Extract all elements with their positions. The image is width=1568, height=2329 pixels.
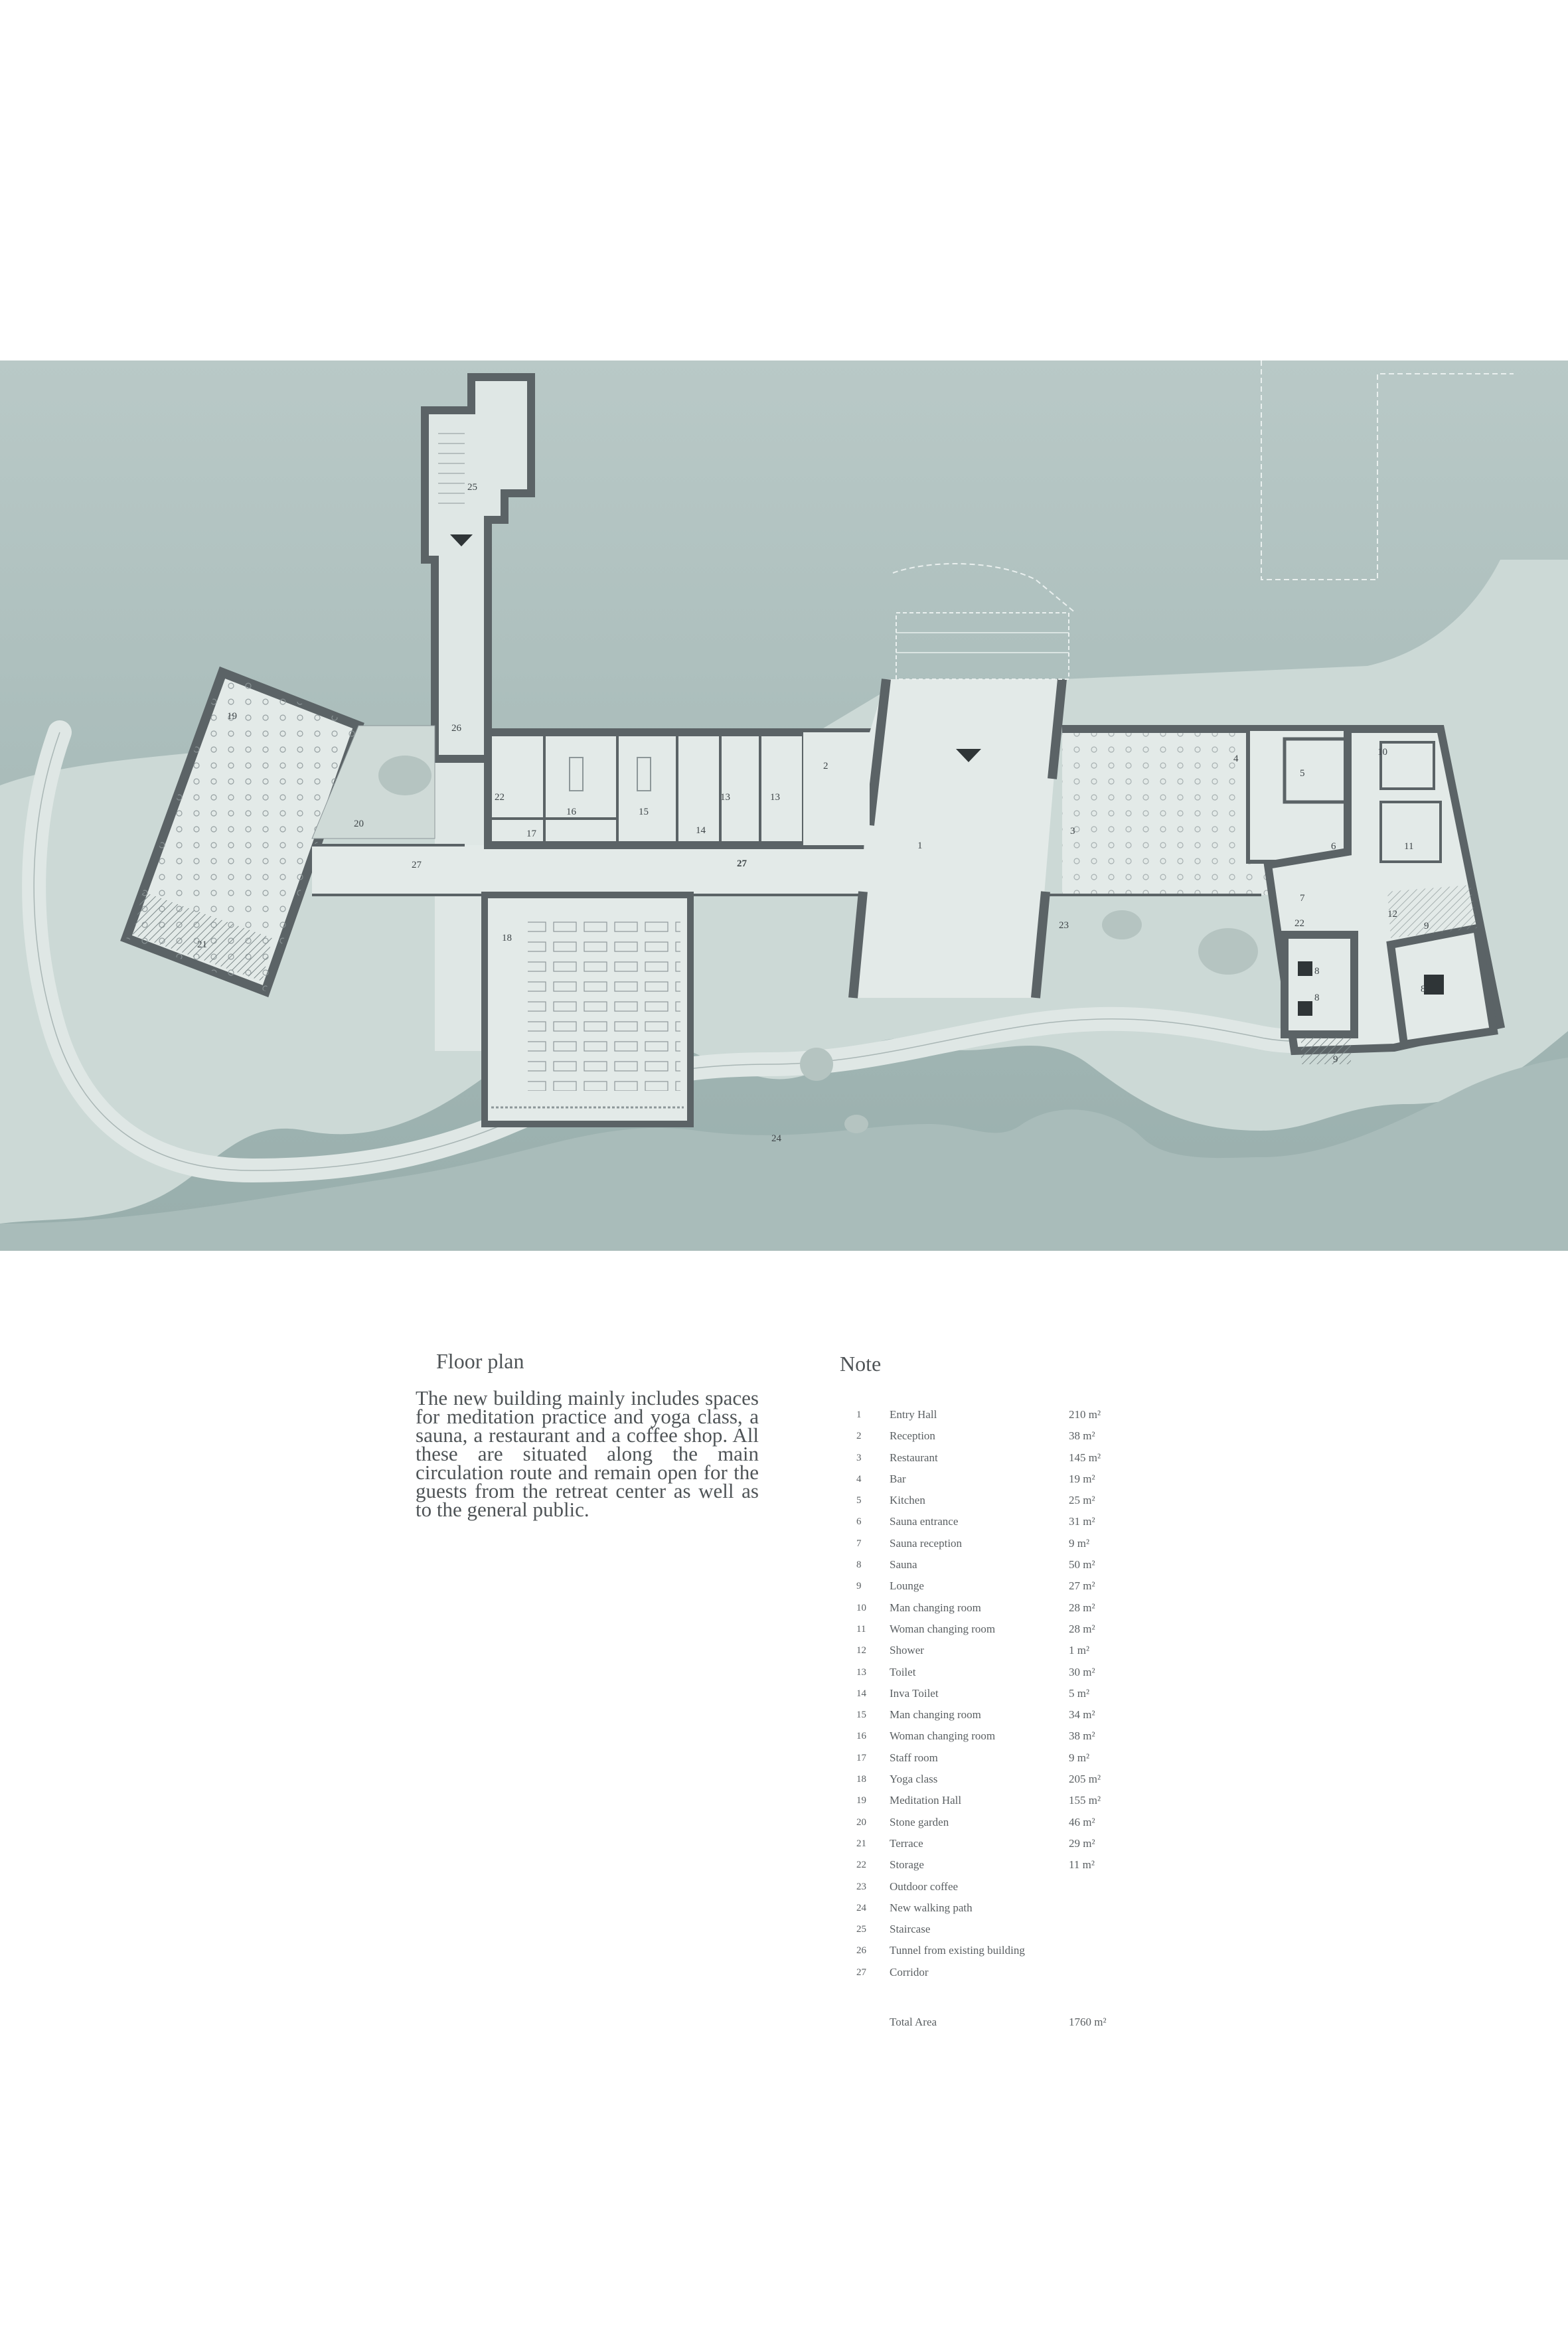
label-room-8c: 8 [1421, 984, 1426, 995]
legend-room-area: 25 m² [1069, 1494, 1095, 1507]
legend-room-name: Storage [890, 1858, 924, 1872]
label-room-14: 14 [696, 825, 706, 836]
floor-plan-drawing [0, 361, 1568, 1251]
legend-row [856, 1919, 1135, 1940]
legend-number: 20 [856, 1816, 866, 1828]
legend-row [856, 1490, 1135, 1511]
legend-room-area: 11 m² [1069, 1858, 1095, 1872]
legend-room-name: Kitchen [890, 1494, 925, 1507]
label-room-11: 11 [1404, 841, 1414, 852]
legend-number: 6 [856, 1516, 862, 1528]
floor-plan-description: The new building mainly includes spaces for meditation practice and yoga class, a sauna, a restaurant and a coffee shop. All these are situated along the main circulation route and remain open for the guests from the retreat center as well as to the general public. [416, 1386, 759, 1521]
label-room-4: 4 [1233, 754, 1239, 764]
legend-row [856, 1897, 1135, 1919]
legend-row [856, 1469, 1135, 1490]
label-room-2: 2 [823, 761, 828, 771]
label-room-27a: 27 [412, 860, 422, 870]
legend-row [856, 1447, 1135, 1469]
legend-room-name: Woman changing room [890, 1729, 996, 1743]
legend-number: 13 [856, 1666, 866, 1678]
legend-row [856, 1575, 1135, 1597]
legend-room-name: Staircase [890, 1923, 931, 1936]
label-room-1: 1 [917, 841, 923, 851]
room-legend [856, 1404, 1135, 1983]
label-room-22b: 22 [1294, 918, 1304, 929]
label-room-26: 26 [451, 723, 461, 734]
legend-number: 26 [856, 1945, 866, 1957]
legend-number: 2 [856, 1431, 862, 1442]
legend-room-area: 210 m² [1069, 1408, 1101, 1421]
legend-room-area: 145 m² [1069, 1451, 1101, 1464]
total-area-value: 1760 m² [1069, 2016, 1107, 2028]
label-room-6: 6 [1331, 841, 1336, 852]
legend-room-area: 34 m² [1069, 1708, 1095, 1722]
legend-number: 7 [856, 1538, 862, 1549]
label-room-9b: 9 [1333, 1054, 1338, 1065]
label-room-19: 19 [227, 711, 237, 722]
legend-room-area: 9 m² [1069, 1536, 1090, 1550]
legend-number: 14 [856, 1688, 866, 1699]
legend-room-name: Inva Toilet [890, 1686, 939, 1700]
legend-number: 17 [856, 1752, 866, 1763]
legend-row [856, 1683, 1135, 1704]
legend-number: 22 [856, 1860, 866, 1871]
note-title: Note [840, 1352, 882, 1376]
legend-room-name: Lounge [890, 1579, 924, 1593]
legend-number: 21 [856, 1838, 866, 1849]
legend-row [856, 1962, 1135, 1983]
legend-row [856, 1833, 1135, 1854]
label-room-9a: 9 [1424, 921, 1429, 931]
legend-room-name: Shower [890, 1644, 924, 1657]
legend-number: 12 [856, 1645, 866, 1656]
label-room-17: 17 [526, 829, 536, 839]
legend-room-area: 38 m² [1069, 1429, 1095, 1443]
label-room-15: 15 [639, 807, 649, 817]
legend-number: 8 [856, 1560, 862, 1571]
legend-number: 27 [856, 1967, 866, 1978]
legend-room-name: Woman changing room [890, 1622, 996, 1635]
legend-row [856, 1769, 1135, 1790]
lounge-hatch [1301, 1038, 1351, 1064]
legend-row [856, 1404, 1135, 1425]
legend-room-name: Bar [890, 1472, 906, 1485]
legend-number: 25 [856, 1924, 866, 1935]
legend-row [856, 1876, 1135, 1897]
legend-room-name: Entry Hall [890, 1408, 937, 1421]
legend-number: 5 [856, 1495, 862, 1506]
legend-row [856, 1511, 1135, 1532]
legend-number: 11 [856, 1623, 866, 1635]
legend-room-area: 31 m² [1069, 1515, 1095, 1528]
legend-room-name: Restaurant [890, 1451, 938, 1464]
label-room-10: 10 [1377, 747, 1387, 758]
legend-room-name: Tunnel from existing building [890, 1944, 1025, 1957]
legend-room-name: Sauna reception [890, 1536, 963, 1550]
legend-room-name: Outdoor coffee [890, 1880, 959, 1893]
label-room-13b: 13 [770, 792, 780, 803]
legend-number: 23 [856, 1881, 866, 1892]
sauna-room-a [1285, 935, 1354, 1034]
legend-number: 19 [856, 1795, 866, 1807]
label-room-3: 3 [1070, 826, 1075, 837]
label-room-5: 5 [1300, 768, 1305, 779]
label-room-24: 24 [771, 1133, 781, 1144]
label-room-22a: 22 [495, 792, 505, 803]
legend-room-area: 5 m² [1069, 1686, 1090, 1700]
legend-room-name: Man changing room [890, 1708, 981, 1722]
label-room-16: 16 [566, 807, 576, 817]
legend-room-name: Terrace [890, 1836, 923, 1850]
total-area-label: Total Area [890, 2016, 937, 2028]
legend-room-area: 30 m² [1069, 1665, 1095, 1678]
label-room-7: 7 [1300, 893, 1305, 904]
legend-room-name: Stone garden [890, 1815, 949, 1828]
legend-room-name: Staff room [890, 1751, 938, 1764]
legend-room-area: 29 m² [1069, 1836, 1095, 1850]
legend-room-name: Toilet [890, 1665, 916, 1678]
legend-room-name: Corridor [890, 1965, 929, 1978]
floor-plan-title: Floor plan [436, 1349, 524, 1373]
legend-room-name: Sauna entrance [890, 1515, 959, 1528]
legend-number: 18 [856, 1774, 866, 1785]
legend-number: 1 [856, 1409, 862, 1420]
label-room-23: 23 [1059, 920, 1069, 931]
legend-number: 16 [856, 1731, 866, 1742]
legend-room-area: 205 m² [1069, 1773, 1101, 1786]
legend-room-name: New walking path [890, 1901, 973, 1914]
legend-room-area: 46 m² [1069, 1815, 1095, 1828]
legend-room-area: 155 m² [1069, 1794, 1101, 1807]
legend-room-name: Yoga class [890, 1773, 938, 1786]
label-room-20: 20 [354, 819, 364, 829]
legend-row [856, 1812, 1135, 1833]
legend-number: 9 [856, 1581, 862, 1592]
legend-row [856, 1940, 1135, 1961]
legend-row [856, 1854, 1135, 1876]
legend-room-name: Reception [890, 1429, 935, 1443]
label-room-8b: 8 [1314, 993, 1320, 1003]
main-corridor [312, 845, 870, 895]
reception [803, 732, 870, 845]
legend-row [856, 1662, 1135, 1683]
label-room-21: 21 [197, 939, 207, 950]
total-area-row [856, 2012, 1135, 2033]
legend-number: 4 [856, 1473, 862, 1485]
label-room-18: 18 [502, 933, 512, 943]
legend-room-name: Man changing room [890, 1601, 981, 1614]
legend-room-area: 27 m² [1069, 1579, 1095, 1593]
legend-row [856, 1790, 1135, 1811]
legend-room-area: 19 m² [1069, 1472, 1095, 1485]
legend-room-area: 28 m² [1069, 1601, 1095, 1614]
legend-room-area: 50 m² [1069, 1558, 1095, 1571]
legend-number: 3 [856, 1452, 862, 1463]
label-room-12: 12 [1387, 909, 1397, 920]
legend-row [856, 1640, 1135, 1661]
legend-room-name: Meditation Hall [890, 1794, 962, 1807]
legend-row [856, 1554, 1135, 1575]
legend-row [856, 1425, 1135, 1447]
legend-number: 15 [856, 1710, 866, 1721]
legend-row [856, 1597, 1135, 1619]
legend-room-area: 28 m² [1069, 1622, 1095, 1635]
legend-room-area: 38 m² [1069, 1729, 1095, 1743]
legend-row [856, 1747, 1135, 1769]
legend-row [856, 1704, 1135, 1726]
legend-room-area: 9 m² [1069, 1751, 1090, 1764]
label-room-13a: 13 [720, 792, 730, 803]
label-room-25: 25 [467, 482, 477, 493]
legend-row [856, 1726, 1135, 1747]
legend-room-name: Sauna [890, 1558, 917, 1571]
label-room-8a: 8 [1314, 966, 1320, 977]
legend-room-area: 1 m² [1069, 1644, 1090, 1657]
legend-row [856, 1533, 1135, 1554]
legend-number: 10 [856, 1602, 866, 1613]
legend-row [856, 1619, 1135, 1640]
legend-number: 24 [856, 1902, 866, 1913]
label-room-27b: 27 [737, 858, 747, 869]
